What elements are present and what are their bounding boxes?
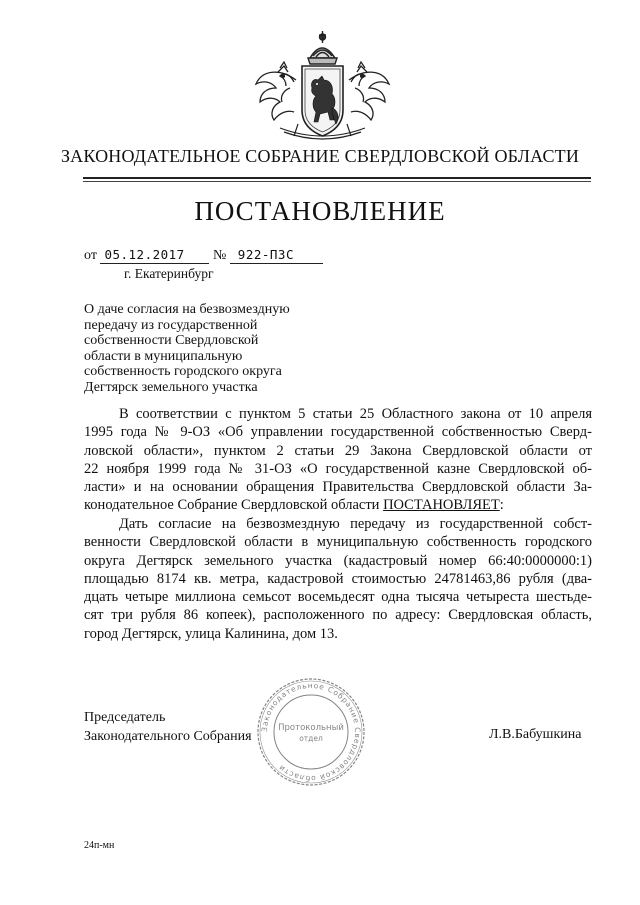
round-seal-icon	[255, 676, 367, 788]
subject-line: собственность городского округа	[84, 364, 282, 379]
signatory-position	[84, 708, 252, 746]
document-type-title: ПОСТАНОВЛЕНИЕ	[194, 196, 446, 226]
subject-line: О даче согласия на безвозмездную	[84, 302, 290, 317]
subject-line: передачу из государственной	[84, 317, 258, 333]
body-line: сят три рубля 86 копеек), расположенного по адресу: Свердловская область,	[84, 607, 592, 624]
body-line: округа Дегтярск земельного участка (кадастровый номер 66:40:0000000:1)	[84, 552, 592, 569]
body-line: 1995 года № 9-ОЗ «Об управлении государственной собственностью Сверд-	[84, 424, 592, 441]
decree-word: ПОСТАНОВЛЯЕТ	[383, 497, 500, 514]
date-prefix: от	[84, 248, 97, 263]
svg-text:отдел: отдел	[299, 734, 323, 743]
signatory-name: Л.В.Бабушкина	[489, 727, 582, 742]
body-line: Дать согласие на безвозмездную передачу из государственной собст-	[119, 516, 592, 532]
resolution-paragraph	[84, 515, 592, 643]
coat-of-arms-icon	[250, 28, 395, 146]
body-line: ласти» и на основании обращения Правительства Свердловской области За-	[84, 479, 592, 496]
document-city: г. Екатеринбург	[124, 266, 214, 281]
footer-code: 24п-мн	[84, 840, 115, 851]
body-line: площадью 8174 кв. метра, кадастровой стоимостью 24781463,86 рубля (два-	[84, 570, 592, 587]
signatory-position-line: Законодательного Собрания	[84, 729, 252, 744]
body-line: дцать четыре миллиона семьсот восемьдесят одна тысяча четыреста шестьде-	[84, 589, 592, 606]
number-prefix: №	[212, 248, 227, 263]
header-divider-thick	[83, 177, 591, 179]
body-line: венности Свердловской области в муниципальную собственность городского	[84, 534, 592, 551]
body-line: В соответствии с пунктом 5 статьи 25 Областного закона от 10 апреля	[119, 406, 592, 422]
document-date: 05.12.2017	[100, 247, 209, 264]
body-line: 22 ноября 1999 года № 31-ОЗ «О государственной казне Свердловской об-	[84, 460, 592, 477]
svg-text:Протокольный: Протокольный	[278, 723, 344, 733]
subject-line: собственности Свердловской	[84, 333, 259, 348]
document-number: 922-ПЗС	[230, 247, 323, 264]
body-line: конодательное Собрание Свердловской области ПОСТАНОВЛЯЕТ:	[84, 497, 504, 514]
organization-name: ЗАКОНОДАТЕЛЬНОЕ СОБРАНИЕ СВЕРДЛОВСКОЙ ОБЛАСТИ	[60, 146, 580, 166]
document-subject	[84, 302, 290, 395]
document-meta	[84, 247, 323, 264]
signatory-position-line: Председатель	[84, 710, 166, 725]
preamble-paragraph	[84, 405, 592, 515]
body-line: город Дегтярск, улица Калинина, дом 13.	[84, 625, 338, 642]
subject-line: области в муниципальную	[84, 348, 243, 364]
header-divider-thin	[83, 181, 591, 182]
subject-line: Дегтярск земельного участка	[84, 379, 258, 395]
body-line: ловской области», пунктом 2 статьи 29 Закона Свердловской области от	[84, 442, 592, 459]
svg-text:Законодательное Собрание Сверд: Законодательное Собрание Свердловской области	[259, 680, 363, 784]
